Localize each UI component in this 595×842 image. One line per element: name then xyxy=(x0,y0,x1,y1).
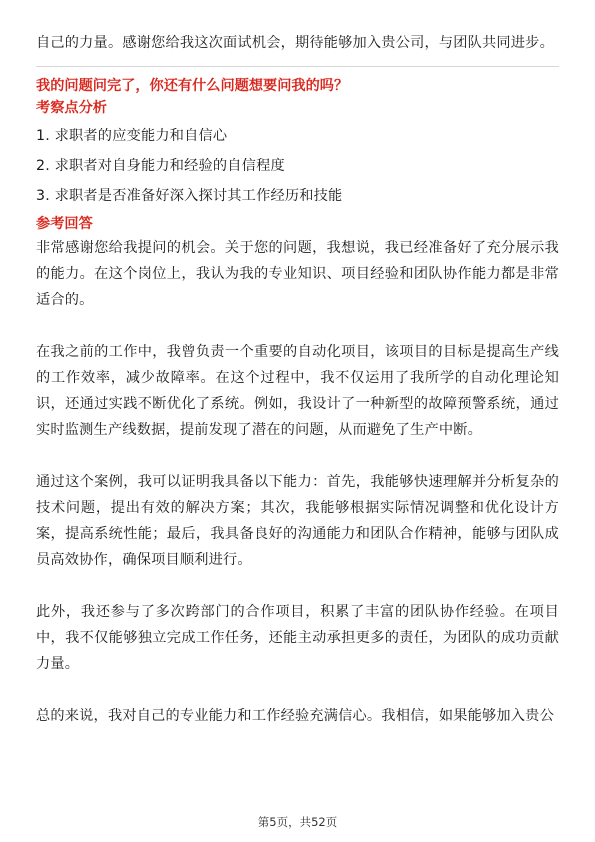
question-heading: 我的问题问完了，你还有什么问题想要问我的吗？ xyxy=(36,78,349,94)
analysis-item-1: 1. 求职者的应变能力和自信心 xyxy=(36,128,228,144)
analysis-list xyxy=(36,121,559,211)
answer-paragraph-1: 非常感谢您给我提问的机会。关于您的问题，我想说，我已经准备好了充分展示我的能力。在这个岗位上，我认为我的专业知识、项目经验和团队协作能力都是非常适合的。 xyxy=(36,240,559,308)
paragraph-gap xyxy=(36,313,559,339)
answer-paragraph-5: 总的来说，我对自己的专业能力和工作经验充满信心。我相信，如果能够加入贵公 xyxy=(36,708,554,724)
page-number-footer: 第5页，共52页 xyxy=(257,815,338,829)
document-page xyxy=(36,30,559,729)
paragraph-gap xyxy=(36,573,559,599)
paragraph-gap xyxy=(36,677,559,703)
intro-paragraph: 自己的力量。感谢您给我这次面试机会，期待能够加入贵公司，与团队共同进步。 xyxy=(36,35,554,51)
analysis-label: 考察点分析 xyxy=(36,100,107,116)
analysis-item-3: 3. 求职者是否准备好深入探讨其工作经历和技能 xyxy=(36,188,343,204)
answer-paragraph-2: 在我之前的工作中，我曾负责一个重要的自动化项目，该项目的目标是提高生产线的工作效率，减少故障率。在这个过程中，我不仅运用了我所学的自动化理论知识，还通过实践不断优化了系统。例如，我设计了一种新型的故障预警系统，通过实时监测生产线数据，提前发现了潜在的问题，从而避免了生产中断。 xyxy=(36,344,559,438)
answer-paragraph-4: 此外，我还参与了多次跨部门的合作项目，积累了丰富的团队协作经验。在项目中，我不仅能够独立完成工作任务，还能主动承担更多的责任，为团队的成功贡献力量。 xyxy=(36,604,559,672)
answer-paragraph-3: 通过这个案例，我可以证明我具备以下能力：首先，我能够快速理解并分析复杂的技术问题，提出有效的解决方案；其次，我能够根据实际情况调整和优化设计方案，提高系统性能；最后，我具备良好的沟通能力和团队合作精神，能够与团队成员高效协作，确保项目顺利进行。 xyxy=(36,474,559,568)
analysis-item-2: 2. 求职者对自身能力和经验的自信程度 xyxy=(36,158,285,174)
answer-label: 参考回答 xyxy=(36,216,93,232)
section-divider xyxy=(36,66,559,67)
paragraph-gap xyxy=(36,443,559,469)
